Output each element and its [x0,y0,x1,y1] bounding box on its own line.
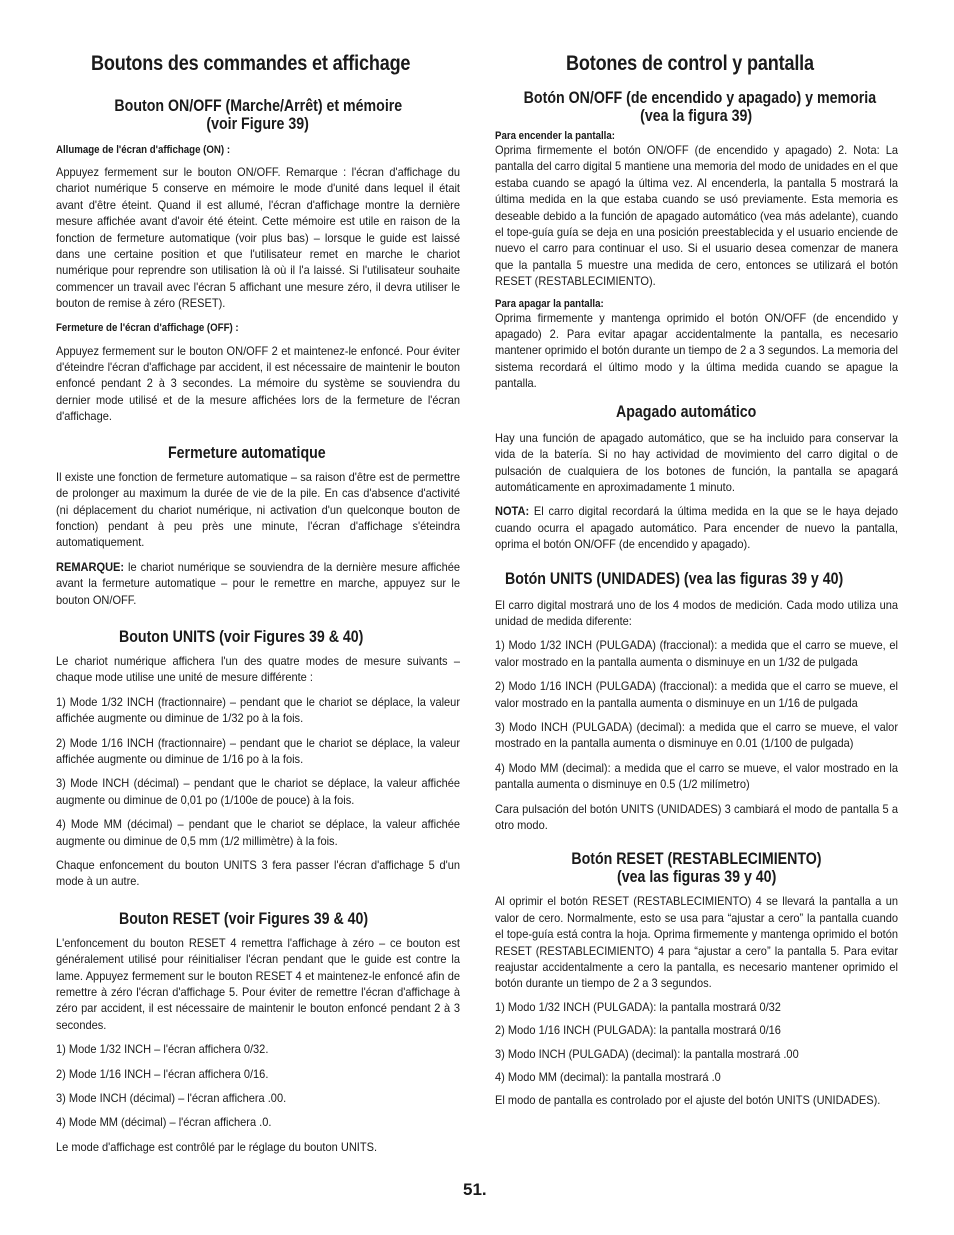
paragraph-reset-mode: Le mode d'affichage est contrôlé par le réglage du bouton UNITS. [56,1139,378,1154]
heading-onoff: Bouton ON/OFF (Marche/Arrêt) et mémoire (voir Figure 39) [114,97,402,133]
paragraph-auto: Il existe une fonction de fermeture automatique – sa raison d'être est de permettre de prolonger au maximum la durée de vie de la pile. En cas d'absence d'activité (ni déplacement du chariot numérique, ni activation d'un quelconque bouton de fonction) pendant à peu près une minute, l'écran d'affichage s'éteindra automatiquement. [56,469,461,550]
section-title: Boutons des commandes et affichage [91,52,411,75]
reset-item: 3) Mode INCH (décimal) – l'écran affichera .00. [56,1091,287,1106]
units-item: 4) Modo MM (decimal): a medida que el carro se mueve, el valor mostrado en la pantalla aumenta o disminuye en 0.5 (1/2 milímetro) [495,760,899,792]
paragraph-reset: L'enfoncement du bouton RESET 4 remettra l'affichage à zéro – ce bouton est généralement utilisé pour réinitialiser l'écran pendant que le guide est contre la lame. Appuyez fermement sur le bouton RESET 4 et maintenez-le enfoncé afin de remettre à zéro l'écran d'affichage 5. Pour éviter de remettre l'écran d'affichage à zéro par accident, il est nécessaire de maintenir le bouton enfoncé pendant 2 à 3 secondes. [56,935,461,1032]
units-item: 2) Mode 1/16 INCH (fractionnaire) – pendant que le chariot se déplace, la valeur affichée augmente ou diminue de 1/16 po à la fois. [56,735,461,766]
units-item: 1) Modo 1/32 INCH (PULGADA) (fraccional): a medida que el carro se mueve, el valor mostrado en la pantalla aumenta o disminuye en un 1/32 de pulgada [495,638,899,669]
subheading-off: Fermeture de l'écran d'affichage (OFF) : [56,321,239,334]
units-item: 1) Mode 1/32 INCH (fractionnaire) – pendant que le chariot se déplace, la valeur affichée augmente ou diminue de 1/32 po à la fois. [56,694,461,726]
reset-item: 1) Modo 1/32 INCH (PULGADA): la pantalla mostrará 0/32 [495,999,781,1014]
units-item: 4) Mode MM (décimal) – pendant que le chariot se déplace, la valeur affichée augmente ou diminue de 0,5 mm (1/2 millimètre) à la fois. [56,817,461,848]
paragraph-auto: Hay una función de apagado automático, que se ha incluido para conservar la vida de la batería. Si no hay actividad de movimiento del carro digital o de pulsación de cualquiera de los botones de función, la pantalla se apagará automáticamente en aproximadamente 1 minuto. [495,430,899,494]
section-title: Botones de control y pantalla [566,52,814,75]
heading-reset: Bouton RESET (voir Figures 39 & 40) [119,909,369,928]
reset-item: 2) Modo 1/16 INCH (PULGADA): la pantalla mostrará 0/16 [495,1023,781,1038]
heading-units: Botón UNITS (UNIDADES) (vea las figuras 39 y 40) [505,569,844,588]
paragraph-on: Appuyez fermement sur le bouton ON/OFF. Remarque : l'écran d'affichage du chariot numérique 5 conserve en mémoire le mode d'unité dans lequel il était avant d'être éteint. Quand il est allumé, l'écran d'affichage montre la dernière mesure affichée avant d'avoir été éteint. Cette mémoire est utile en raison de la fonction de fermeture automatique (voir plus bas) – lorsque le guide est laissé dans une certaine position et que l'utilisateur remet en marche le chariot numérique pour reprendre son utilisation là où il l'a laissé. Si l'utilisateur souhaite commencer un travail avec l'écran 5 affichant une mesure zéro, il devra utiliser le bouton de remise à zéro (RESET). [56,165,461,311]
note-paragraph: REMARQUE: le chariot numérique se souviendra de la dernière mesure affichée avant la fermeture automatique – pour le remettre en marche, appuyez sur le bouton ON/OFF. [56,559,461,607]
reset-item: 4) Modo MM (decimal): la pantalla mostrará .0 [495,1070,721,1085]
paragraph-reset-mode: El modo de pantalla es controlado por el ajuste del botón UNITS (UNIDADES). [495,1093,881,1108]
units-item: 3) Mode INCH (décimal) – pendant que le chariot se déplace, la valeur affichée augmente ou diminue de 0,01 po (1/100e de pouce) à la fois. [56,776,461,807]
units-item: 3) Modo INCH (PULGADA) (decimal): a medida que el carro se mueve, el valor mostrado en la pantalla aumenta o disminuye en 0.01 (1/100 de pulgada) [495,719,899,751]
paragraph-off: Appuyez fermement sur le bouton ON/OFF 2 et maintenez-le enfoncé. Pour éviter d'éteindre l'écran d'affichage par accident, il est nécessaire de maintenir le bouton enfoncé pendant 2 à 3 secondes. La mémoire du système se souviendra du dernier mode utilisé et de la mesure affichées lors de la fermeture de l'écran d'affichage. [56,343,461,424]
heading-onoff: Botón ON/OFF (de encendido y apagado) y memoria (vea la figura 39) [523,89,877,125]
paragraph-reset: Al oprimir el botón RESET (RESTABLECIMIENTO) 4 se llevará la pantalla a un valor de cero. Normalmente, esto se usa para “ajustar a cero” la pantalla cuando el tope-guía está contra la hoja. Oprima firmemente y mantenga oprimido el botón RESET (RESTABLECIMIENTO) 4 para “ajustar a cero” la pantalla 5. Para evitar reajustar accidentalmente a cero la pantalla, es necesario mantener oprimido el botón durante un tiempo de 2 a 3 segundos. [495,894,899,991]
paragraph-units: El carro digital mostrará uno de los 4 modos de medición. Cada modo utiliza una unidad de medida diferente: [495,597,899,628]
heading-auto: Apagado automático [616,402,757,421]
reset-item: 4) Mode MM (décimal) – l'écran affichera .0. [56,1115,272,1130]
heading-reset: Botón RESET (RESTABLECIMIENTO) (vea las figuras 39 y 40) [571,850,822,887]
paragraph-off: Oprima firmemente y mantenga oprimido el botón ON/OFF (de encendido y apagado) 2. Para evitar apagar accidentalmente la pantalla, es necesario mantener oprimido el botón durante un tiempo de 2 a 3 segundos. La memoria del sistema recordará el último modo y la última medida cuando se apague la pantalla. [495,310,899,391]
heading-auto: Fermeture automatique [168,443,326,462]
note-paragraph: NOTA: El carro digital recordará la última medida en la que se le haya dejado cuando ocurra el apagado automático. Para encender de nuevo la pantalla, oprima el botón ON/OFF (de encendido y apagado). [495,504,899,552]
paragraph-units-press: Cara pulsación del botón UNITS (UNIDADES) 3 cambiará el modo de pantalla 5 a otro modo. [495,801,899,832]
reset-item: 3) Modo INCH (PULGADA) (decimal): la pantalla mostrará .00 [495,1046,799,1061]
french-column [56,52,460,1155]
heading-units: Bouton UNITS (voir Figures 39 & 40) [119,627,364,646]
paragraph-units: Le chariot numérique affichera l'un des quatre modes de mesure suivants – chaque mode utilise une unité de mesure différente : [56,653,461,685]
subheading-on: Para encender la pantalla: [495,130,615,142]
reset-item: 1) Mode 1/32 INCH – l'écran affichera 0/32. [56,1042,269,1057]
units-item: 2) Modo 1/16 INCH (PULGADA) (fraccional): a medida que el carro se mueve, el valor mostrado en la pantalla aumenta o disminuye en un 1/16 de pulgada [495,679,899,710]
page-number: 51. [463,1180,487,1199]
reset-item: 2) Mode 1/16 INCH – l'écran affichera 0/16. [56,1066,269,1081]
paragraph-units-press: Chaque enfoncement du bouton UNITS 3 fera passer l'écran d'affichage 5 d'un mode à un autre. [56,858,461,889]
paragraph-on: Oprima firmemente el botón ON/OFF (de encendido y apagado) 2. Nota: La pantalla del carro digital 5 mantiene una memoria del modo de unidades en el que estaba cuando se apagó la última vez. Al encenderla, la pantalla 5 mostrará la última medida en la que estaba cuando se usó previamente. Esta memoria es deseable debido a la función de apagado automático (vea más adelante), cuando el tope-guía guía se deja en una posición preestablecida y el usuario enciende de nuevo el carro para continuar el uso. Si el usuario desea comenzar de manera que la pantalla 5 muestre una medida de cero, entonces se utilizará el botón RESET (RESTABLECIMIENTO). [495,143,899,289]
subheading-on: Allumage de l'écran d'affichage (ON) : [56,144,231,156]
spanish-column [495,52,898,1109]
subheading-off: Para apagar la pantalla: [495,297,604,310]
